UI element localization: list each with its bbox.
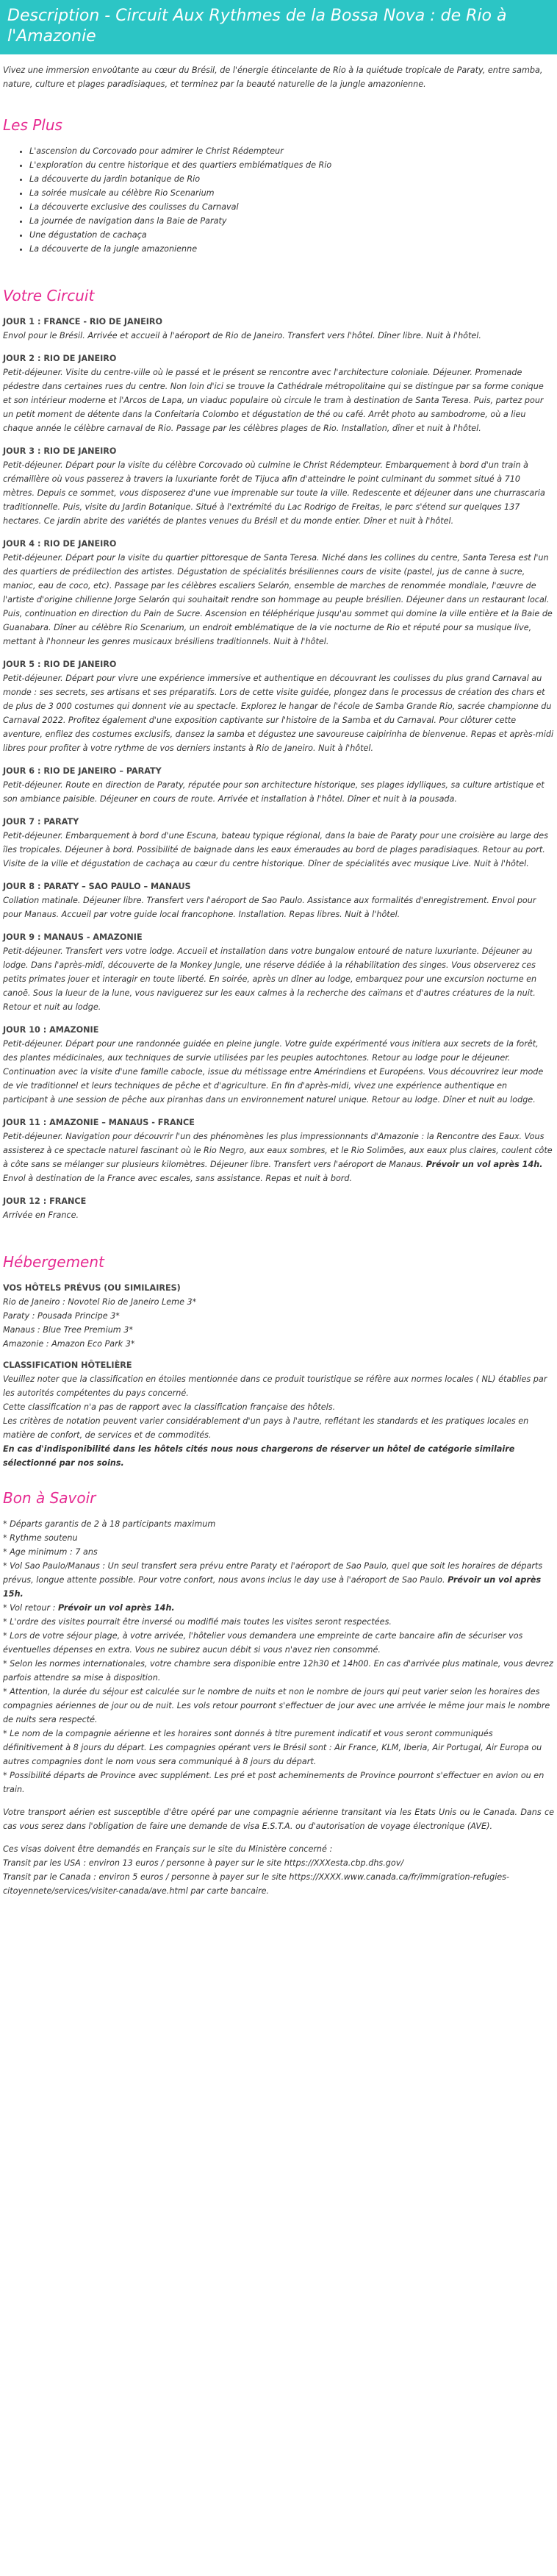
- plus-item: • La découverte du jardin botanique de Rio: [29, 172, 554, 186]
- itinerary-day: [3, 1116, 554, 1185]
- classification-line: Veuillez noter que la classification en étoiles mentionnée dans ce produit touristique se réfère aux normes locales ( NL) établies par les autorités compétentes du pays concerné.: [3, 1374, 547, 1398]
- savoir-line: [3, 1769, 554, 1797]
- savoir-line-text: * Attention, la durée du séjour est calculée sur le nombre de nuits et non le nombre de jours qui peut varier selon les horaires des compagnies aériennes de jour ou de nuit. Les vols retour pourront s'effectuer de jour avec une arrivée le même jour mais le nombre de nuits sera respecté.: [3, 1687, 550, 1724]
- plus-list: [3, 144, 554, 256]
- content: [0, 63, 557, 1898]
- day-text: Petit-déjeuner. Départ pour la visite du célèbre Corcovado où culmine le Christ Rédempteur. Embarquement à bord d'un train à crémaillère où vous passerez à travers la luxuriante forêt de Tijuca afin d'atteindre le point culminant du sommet situé à 710 mètres. Depuis ce sommet, vous disposerez d'une vue imprenable sur toute la ville. Redescente et déjeuner dans une churrascaria traditionnelle. Puis, visite du Jardin Botanique. Situé à l'extrémité du Lac Rodrigo de Freitas, le parc s'étend sur quelques 137 hectares. Ce jardin abrite des variétés de plantes venues du Brésil et du monde entier. Dîner et nuit à l'hôtel.: [3, 460, 545, 526]
- savoir-line-text: * Lors de votre séjour plage, à votre arrivée, l'hôtelier vous demandera une empreinte de carte bancaire afin de sécuriser vos éventuelles dépenses en extra. Vous ne subirez aucun débit si vous n'avez rien consommé.: [3, 1631, 523, 1655]
- itinerary-day: [3, 352, 554, 435]
- savoir-line-text: * Vol Sao Paulo/Manaus : Un seul transfert sera prévu entre Paraty et l'aéroport de Sao Paulo, quel que soit les horaires de départs prévus, longue attente possible. Pour votre confort, nous avons inclus le day use à l'aéroport de Sao Paulo.: [3, 1561, 543, 1585]
- itinerary-day: [3, 764, 554, 806]
- savoir-line-text: * Le nom de la compagnie aérienne et les horaires sont donnés à titre purement indicatif et vous seront communiqués définitivement à 8 jours du départ. Les compagnies opérant vers le Brésil sont : Air France, KLM, Iberia, Air Portugal, Air Europa ou autres compagnies dont le nom vous sera communiqué à 8 jours du départ.: [3, 1729, 542, 1766]
- transport-note: Votre transport aérien est susceptible d'être opéré par une compagnie aérienne transitant via les Etats Unis ou le Canada. Dans ce cas vous serez dans l'obligation de faire une demande de visa E.S.T.A. ou d'autorisation de voyage électronique (AVE).: [3, 1808, 554, 1831]
- day-text: Envol pour le Brésil. Arrivée et accueil à l'aéroport de Rio de Janeiro. Transfert vers l'hôtel. Dîner libre. Nuit à l'hôtel.: [3, 331, 481, 340]
- savoir-line-text: * Départs garantis de 2 à 18 participants maximum: [3, 1519, 216, 1529]
- hotel-item: Amazonie : Amazon Eco Park 3*: [3, 1339, 135, 1349]
- section-heading-savoir: Bon à Savoir: [3, 1489, 96, 1507]
- day-title: JOUR 4 : RIO DE JANEIRO: [3, 539, 117, 549]
- title-banner: [0, 0, 557, 54]
- day-text: Petit-déjeuner. Transfert vers votre lodge. Accueil et installation dans votre bungalow entouré de nature luxuriante. Déjeuner au lodge. Dans l'après-midi, découverte de la Monkey Jungle, une réserve dédiée à la réhabilitation des singes. Vous observerez ces petits primates jouer et interagir en toute liberté. En soirée, après un dîner au lodge, embarquez pour une excursion nocturne en canoë. Sous la lueur de la lune, vous naviguerez sur les eaux calmes à la recherche des caïmans et d'autres créatures de la nuit. Retour et nuit au lodge.: [3, 946, 537, 1012]
- itinerary-day: [3, 930, 554, 1014]
- savoir-line-text: * Rythme soutenu: [3, 1533, 78, 1543]
- day-text: Petit-déjeuner. Départ pour vivre une expérience immersive et authentique en découvrant les coulisses du plus grand Carnaval au monde : ses secrets, ses artisans et ses préparatifs. Lors de cette visite guidée, plongez dans le processus de création des chars et de plus de 3 000 costumes qui donnent vie au spectacle. Explorez le hangar de l'école de Samba Grande Rio, sacrée championne du Carnaval 2022. Profitez également d'une exposition captivante sur l'histoire de la Samba et du Carnaval. Pour clôturer cette aventure, enfilez des costumes exclusifs, dansez la samba et dégustez une savoureuse caipirinha de bienvenue. Repas et après-midi libres pour profiter à votre rythme de vos derniers instants à Rio de Janeiro. Nuit à l'hôtel.: [3, 674, 554, 753]
- plus-item: • La journée de navigation dans la Baie de Paraty: [29, 214, 554, 228]
- day-text: [3, 1130, 554, 1185]
- page-title: Description - Circuit Aux Rythmes de la Bossa Nova : de Rio à l'Amazonie: [7, 7, 507, 46]
- classification-title: CLASSIFICATION HÔTELIÈRE: [3, 1360, 132, 1370]
- itinerary-day: [3, 1194, 554, 1222]
- savoir-line-text: * Age minimum : 7 ans: [3, 1547, 98, 1557]
- savoir-line-bold: Prévoir un vol après 15h.: [3, 1575, 542, 1599]
- itinerary-days: [3, 315, 554, 1222]
- savoir-line: [3, 1685, 554, 1727]
- itinerary-day: [3, 880, 554, 921]
- intro-text: Vivez une immersion envoûtante au cœur du Brésil, de l'énergie étincelante de Rio à la quiétude tropicale de Paraty, entre samba, nature, culture et plages paradisiaques, et terminez par la beauté naturelle de la jungle amazonienne.: [3, 65, 543, 89]
- day-title: JOUR 2 : RIO DE JANEIRO: [3, 354, 117, 363]
- itinerary-day: [3, 815, 554, 871]
- section-heading-circuit: Votre Circuit: [3, 287, 95, 304]
- savoir-line: [3, 1657, 554, 1685]
- savoir-line: [3, 1601, 554, 1615]
- day-text: Petit-déjeuner. Embarquement à bord d'une Escuna, bateau typique régional, dans la baie de Paraty pour une croisière au large des îles tropicales. Déjeuner à bord. Possibilité de baignade dans les eaux émeraudes au bord de plages paradisiaques. Retour au port. Visite de la ville et dégustation de cachaça au cœur du centre historique. Dîner de spécialités avec musique Live. Nuit à l'hôtel.: [3, 831, 548, 868]
- classification-text: [3, 1372, 554, 1442]
- plus-item: • Une dégustation de cachaça: [29, 228, 554, 242]
- hotels-title: VOS HÔTELS PRÉVUS (OU SIMILAIRES): [3, 1283, 181, 1293]
- plus-item: • L'ascension du Corcovado pour admirer le Christ Rédempteur: [29, 144, 554, 158]
- section-heading-hebergement: Hébergement: [3, 1253, 104, 1271]
- classification-note: En cas d'indisponibilité dans les hôtels cités nous nous chargerons de réserver un hôtel de catégorie similaire sélectionné par nos soins.: [3, 1444, 515, 1468]
- day-title: JOUR 1 : FRANCE - RIO DE JANEIRO: [3, 317, 162, 327]
- day-title: JOUR 12 : FRANCE: [3, 1196, 87, 1206]
- savoir-line: [3, 1629, 554, 1657]
- day-text: Petit-déjeuner. Route en direction de Paraty, réputée pour son architecture historique, ses plages idylliques, sa culture artistique et son ambiance paisible. Déjeuner en cours de route. Arrivée et installation à l'hôtel. Dîner et nuit à la pousada.: [3, 780, 545, 804]
- itinerary-day: [3, 657, 554, 755]
- itinerary-day: [3, 1023, 554, 1107]
- hotels-list: [3, 1295, 554, 1351]
- plus-item: • La découverte exclusive des coulisses du Carnaval: [29, 200, 554, 214]
- day-title: JOUR 8 : PARATY – SAO PAULO – MANAUS: [3, 882, 191, 891]
- savoir-line: [3, 1727, 554, 1769]
- day-text: Arrivée en France.: [3, 1210, 79, 1220]
- itinerary-day: [3, 537, 554, 649]
- itinerary-day: [3, 444, 554, 528]
- day-title: JOUR 9 : MANAUS - AMAZONIE: [3, 932, 143, 942]
- day-text: Petit-déjeuner. Départ pour la visite du quartier pittoresque de Santa Teresa. Niché dans les collines du centre, Santa Teresa est l'un des quartiers de prédilection des artistes. Dégustation de spécialités brésiliennes cours de visite (pastel, jus de canne à sucre, manioc, eau de coco, etc). Passage par les célèbres escaliers Selarón, ensemble de marches de renommée mondiale, l'œuvre de l'artiste d'origine chilienne Jorge Selarón qui souhaitait rendre son hommage au peuple brésilien. Déjeuner dans un restaurant local. Puis, continuation en direction du Pain de Sucre. Ascension en téléphérique jusqu'au sommet qui domine la ville entière et la Baie de Guanabara. Dîner au célèbre Rio Scenarium, un endroit emblématique de la vie nocturne de Rio et réputé pour sa musique live, mettant à l'honneur les genres musicaux brésiliens traditionnels. Nuit à l'hôtel.: [3, 553, 553, 646]
- plus-item: • La découverte de la jungle amazonienne: [29, 242, 554, 256]
- visa-line: Ces visas doivent être demandés en Français sur le site du Ministère concerné :: [3, 1844, 333, 1854]
- hotel-item: Rio de Janeiro : Novotel Rio de Janeiro Leme 3*: [3, 1297, 197, 1307]
- savoir-line-bold: Prévoir un vol après 14h.: [57, 1603, 175, 1613]
- visa-line: Transit par les USA : environ 13 euros / personne à payer sur le site https://XXXesta.cbp.dhs.gov/: [3, 1858, 404, 1868]
- day-text: Petit-déjeuner. Départ pour une randonnée guidée en pleine jungle. Votre guide expérimenté vous initiera aux secrets de la forêt, des plantes médicinales, aux techniques de survie utilisées par les peuples autochtones. Retour au lodge pour le déjeuner. Continuation avec la visite d'une famille cabocle, issue du métissage entre Amérindiens et Européens. Vous découvrirez leur mode de vie traditionnel et leurs techniques de pêche et d'agriculture. En fin d'après-midi, vivez une expérience authentique en participant à une session de pêche aux piranhas dans un environnement naturel unique. Retour au lodge. Dîner et nuit au lodge.: [3, 1039, 544, 1105]
- visa-info: [3, 1842, 554, 1898]
- classification-line: Les critères de notation peuvent varier considérablement d'un pays à l'autre, reflétant les standards et les pratiques locales en matière de confort, de services et de commodités.: [3, 1416, 529, 1440]
- savoir-line-text: * L'ordre des visites pourrait être inversé ou modifié mais toutes les visites seront respectées.: [3, 1617, 392, 1627]
- day-title: JOUR 10 : AMAZONIE: [3, 1025, 99, 1035]
- plus-item: • L'exploration du centre historique et des quartiers emblématiques de Rio: [29, 158, 554, 172]
- classification-line: Cette classification n'a pas de rapport avec la classification française des hôtels.: [3, 1402, 336, 1412]
- day-title: JOUR 3 : RIO DE JANEIRO: [3, 446, 117, 456]
- savoir-line: [3, 1559, 554, 1601]
- savoir-line: [3, 1531, 554, 1545]
- section-heading-plus: Les Plus: [3, 116, 62, 134]
- savoir-list: [3, 1517, 554, 1797]
- plus-item: • La soirée musicale au célèbre Rio Scenarium: [29, 186, 554, 200]
- day-text: Collation matinale. Déjeuner libre. Transfert vers l'aéroport de Sao Paulo. Assistance aux formalités d'enregistrement. Envol pour pour Manaus. Accueil par votre guide local francophone. Installation. Repas libres. Nuit à l'hôtel.: [3, 896, 536, 919]
- day-text-bold: Prévoir un vol après 14h.: [425, 1160, 543, 1169]
- day-text: Petit-déjeuner. Visite du centre-ville où le passé et le présent se rencontre avec l'architecture coloniale. Déjeuner. Promenade pédestre dans certaines rues du centre. Non loin d'ici se trouve la Cathédrale métropolitaine qui se distingue par sa forme conique et son intérieur moderne et l'Arcos de Lapa, un viaduc populaire où circule le tram à destination de Santa Teresa. Puis, partez pour un petit moment de détente dans la Confeitaria Colombo et dégustation de thé ou café. Arrêt photo au sambodrome, où a lieu chaque année le célèbre carnaval de Rio. Passage par les célèbres plages de Rio. Installation, dîner et nuit à l'hôtel.: [3, 368, 544, 433]
- day-title: JOUR 5 : RIO DE JANEIRO: [3, 660, 117, 669]
- day-text-part: Petit-déjeuner. Navigation pour découvrir l'un des phénomènes les plus impressionnants d'Amazonie : la Rencontre des Eaux. Vous assisterez à ce spectacle naturel fascinant où le Rio Negro, aux eaux sombres, et le Rio Solimões, aux eaux plus claires, coulent côte à côte sans se mélanger sur plusieurs kilomètres. Déjeuner libre. Transfert vers l'aéroport de Manaus.: [3, 1132, 553, 1169]
- day-title: JOUR 7 : PARATY: [3, 817, 79, 827]
- savoir-line: [3, 1517, 554, 1531]
- itinerary-day: [3, 315, 554, 343]
- hotel-item: Manaus : Blue Tree Premium 3*: [3, 1325, 133, 1335]
- savoir-line: [3, 1615, 554, 1629]
- savoir-line-text: * Possibilité départs de Province avec supplément. Les pré et post acheminements de Province pourront s'effectuer en avion ou en train.: [3, 1771, 545, 1794]
- visa-line: Transit par le Canada : environ 5 euros / personne à payer sur le site https://XXXX.www.canada.ca/fr/immigration-refugies-citoyennete/services/visiter-canada/ave.html par carte bancaire.: [3, 1872, 510, 1896]
- savoir-line-text: * Selon les normes internationales, votre chambre sera disponible entre 12h30 et 14h00. En cas d'arrivée plus matinale, vous devrez parfois attendre sa mise à disposition.: [3, 1659, 553, 1683]
- hotel-item: Paraty : Pousada Principe 3*: [3, 1311, 120, 1321]
- day-title: JOUR 11 : AMAZONIE – MANAUS - FRANCE: [3, 1118, 195, 1127]
- day-title: JOUR 6 : RIO DE JANEIRO – PARATY: [3, 766, 162, 776]
- savoir-line: [3, 1545, 554, 1559]
- day-text-part: Envol à destination de la France avec escales, sans assistance. Repas et nuit à bord.: [3, 1174, 353, 1183]
- savoir-line-text: * Vol retour :: [3, 1603, 58, 1613]
